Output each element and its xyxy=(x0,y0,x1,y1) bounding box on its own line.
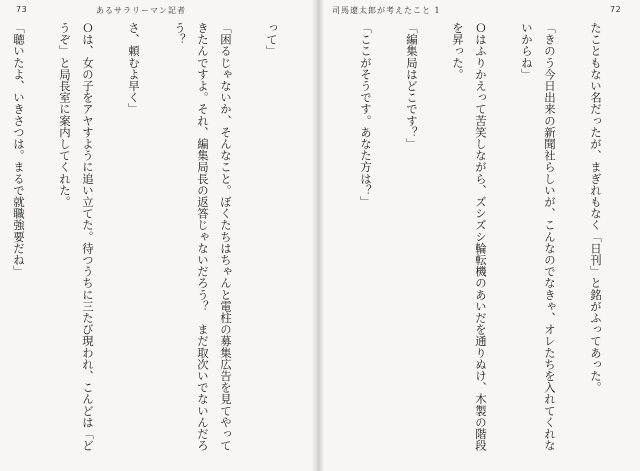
right-page xyxy=(318,0,640,471)
paragraph: Ｏは、女の子をアヤすように追い立てた。待つうちに三たび現われ、こんどは「どうぞ」と局長室に案内してくれた。 xyxy=(58,22,95,452)
paragraph: 「困るじゃないか、そんなこと。ぼくたちはちゃんと電柱の募集広告を見てやってきたんですよ。それ、編集局長の返答じゃないだろう？ まだ取次いでないんだろう？ xyxy=(173,22,233,452)
left-page-number: 73 xyxy=(16,5,28,14)
paragraph: 「編集局はどこです？」 xyxy=(405,22,419,150)
paragraph: Ｏはふりかえって苦笑しながら、ズシズシ輪転機のあいだを通りぬけ、木製の階段を昇った。 xyxy=(451,22,488,452)
paragraph: 「ここがそうです。あなた方は？」 xyxy=(359,22,373,208)
right-running-head: 司馬遼太郎が考えたこと 1 xyxy=(332,6,441,15)
book-gutter xyxy=(312,0,324,471)
paragraph: たこともない名だったが、まぎれもなく「日刊」と銘がふってあった。 xyxy=(589,22,603,394)
right-body-text xyxy=(332,22,630,462)
right-page-number: 72 xyxy=(610,5,622,14)
left-running-head: あるサラリーマン記者 xyxy=(96,6,186,15)
paragraph: 「聴いたよ、いきさつは。まるで就職強要だね」 xyxy=(12,22,26,278)
paragraph: って」 xyxy=(265,22,279,57)
paragraph: 「きのう今日出来の新聞社らしいが、こんなのでなきゃ、オレたちを入れてくれないからね」 xyxy=(520,22,557,452)
left-page xyxy=(0,0,318,471)
left-body-text xyxy=(8,22,306,462)
paragraph: さ、頼むよ早く」 xyxy=(127,22,141,115)
